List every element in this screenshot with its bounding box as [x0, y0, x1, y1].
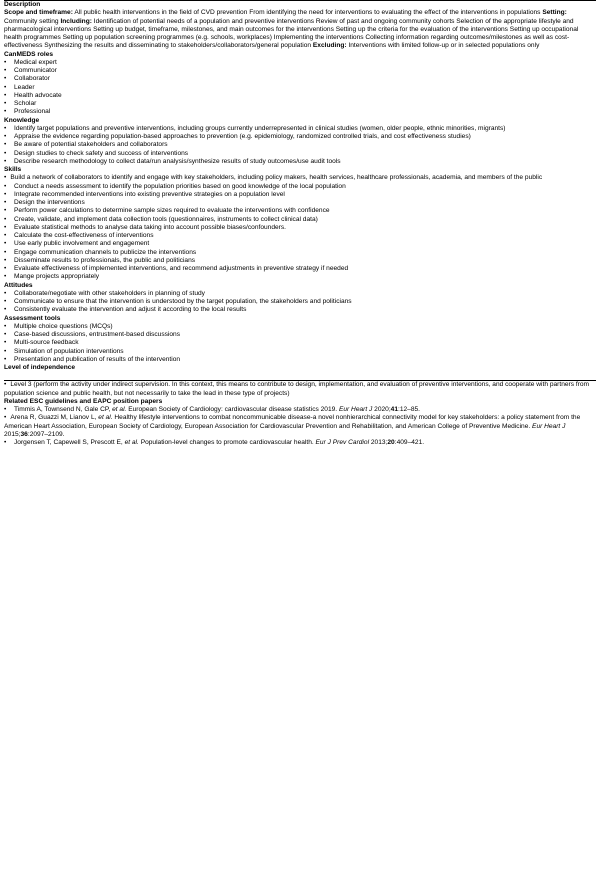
list-item: • Medical expert [4, 59, 596, 67]
reference-item [4, 414, 596, 439]
ref-pages: :2097–2109. [27, 430, 65, 438]
ref-title: European Society of Cardiology: cardiovascular disease statistics 2019. [126, 406, 339, 413]
knowledge-list [4, 125, 596, 166]
assessment-list [4, 323, 596, 364]
ref-pages: :409–421. [394, 439, 425, 446]
references-heading: Related ESC guidelines and EAPC position papers [4, 397, 163, 405]
skills-heading: Skills [4, 166, 22, 173]
ref-authors: Arena R, Guazzi M, Lianov L, [10, 414, 99, 422]
ref-volume: 41 [390, 406, 399, 413]
reference-item [4, 406, 596, 414]
setting-text: Community setting [4, 17, 61, 25]
list-item: • Case-based discussions, entrustment-based discussions [4, 331, 596, 339]
list-item: • Conduct a needs assessment to identify the population priorities based on good knowledge of the local population [4, 183, 596, 191]
list-item: • Evaluate effectiveness of implemented interventions, and recommend adjustments in preventive strategy if needed [4, 265, 596, 273]
list-item: • Create, validate, and implement data collection tools (questionnaires, instruments to collect clinical data) [4, 216, 596, 224]
ref-volume: 20 [387, 439, 395, 446]
assessment-heading: Assessment tools [4, 314, 61, 322]
list-item: • Appraise the evidence regarding population-based approaches to prevention (e.g. epidemiology, randomized controlled trials, and cost effectiveness studies) [4, 133, 596, 141]
description-heading: Description [4, 1, 41, 8]
ref-authors: Jorgensen T, Capewell S, Prescott E, [14, 439, 125, 446]
excluding-text: Interventions with limited follow-up or in selected populations only [346, 42, 540, 50]
list-item: • Simulation of population interventions [4, 348, 596, 356]
list-item: • Health advocate [4, 92, 596, 100]
list-item: • Describe research methodology to collect data/run analysis/synthesize results of study outcomes/use audit tools [4, 158, 596, 166]
list-item: • Mange projects appropriately [4, 273, 596, 281]
ref-title: Population-level changes to promote cardiovascular health. [138, 439, 316, 446]
ref-etal: et al. [98, 414, 113, 422]
including-label: Including: [60, 17, 92, 25]
independence-list [4, 381, 596, 398]
ref-year: 2013; [369, 439, 388, 446]
ref-journal: Eur Heart J [338, 406, 373, 413]
excluding-label: Excluding: [312, 42, 347, 50]
list-item: • Build a network of collaborators to identify and engage with key stakeholders, including policy makers, health services, healthcare professionals, academia, and members of the public [4, 174, 596, 182]
reference-item [4, 439, 596, 447]
scope-text: All public health interventions in the field of CVD prevention From identifying the need for interventions to evaluating the effect of the interventions in populations [72, 9, 543, 17]
attitudes-heading: Attitudes [4, 281, 33, 289]
canmeds-heading: CanMEDS roles [4, 50, 54, 58]
ref-year: 2020; [372, 406, 391, 413]
ref-title: Healthy lifestyle interventions to combat noncommunicable disease-a novel nonhierarchical connectivity model for key stakeholders: a policy statement from the American Heart Association, European Society of Cardiology, European Association for Cardiovascular Prevention and Rehabilitation, and American College of Preventive Medicine. [4, 414, 581, 430]
list-item: • Multiple choice questions (MCQs) [4, 323, 596, 331]
list-item: • Collaborate/negotiate with other stakeholders in planning of study [4, 290, 596, 298]
list-item: • Scholar [4, 100, 596, 108]
references-list [4, 406, 596, 447]
setting-label: Setting: [542, 9, 567, 17]
list-item: • Design the interventions [4, 199, 596, 207]
list-item: • Engage communication channels to publicize the interventions [4, 249, 596, 257]
ref-volume: 36 [20, 430, 28, 438]
list-item: • Identify target populations and preventive interventions, including groups currently underrepresented in clinical studies (women, older people, ethnic minorities, migrants) [4, 125, 596, 133]
scope-label: Scope and timeframe: [4, 9, 73, 17]
knowledge-heading: Knowledge [4, 116, 40, 124]
including-text: Identification of potential needs of a population and preventive interventions Review of past and ongoing community cohorts Selection of the appropriate lifestyle and pharmacological interventions Setting up budget, timeframe, milestones, and main outcomes for the interventions Setting up the criteria for the evaluation of the interventions Setting up occupational health programmes Setting up population screening programmes (e.g. schools, workplaces) Implementing the interventions Collecting information regarding outcomes/milestones as well as cost-effectiveness Synthesizing the results and disseminating to stakeholders/collaborators/general population [4, 17, 579, 50]
list-item: • Disseminate results to professionals, the public and politicians [4, 257, 596, 265]
description-paragraph [4, 9, 596, 50]
list-item: • Consistently evaluate the intervention and adjust it according to the local results [4, 306, 596, 314]
list-item: • Multi-source feedback [4, 339, 596, 347]
attitudes-list [4, 290, 596, 315]
list-item: • Calculate the cost-effectiveness of interventions [4, 232, 596, 240]
list-item: • Integrate recommended interventions into existing preventive strategies on a population level [4, 191, 596, 199]
list-item: • Use early public involvement and engagement [4, 240, 596, 248]
list-item: • Leader [4, 84, 596, 92]
list-item: • Be aware of potential stakeholders and collaborators [4, 141, 596, 149]
list-item: • Level 3 (perform the activity under indirect supervision. In this context, this means to contribute to design, implementation, and evaluation of preventive interventions, and cooperate with partners from population science and public health, but not necessarily to take the lead in these type of projects) [4, 381, 596, 398]
ref-authors: Timmis A, Townsend N, Gale CP, [14, 406, 113, 413]
ref-year: 2015; [4, 430, 21, 438]
canmeds-list [4, 59, 596, 117]
skills-list [4, 174, 596, 281]
independence-heading: Level of independence [4, 364, 76, 371]
list-item: • Perform power calculations to determine sample sizes required to evaluate the interventions with confidence [4, 207, 596, 215]
ref-pages: :12–85. [398, 406, 421, 413]
ref-etal: et al. [112, 406, 127, 413]
list-item: • Communicator [4, 67, 596, 75]
list-item: • Collaborator [4, 75, 596, 83]
document [4, 0, 596, 447]
ref-journal: Eur Heart J [532, 422, 566, 430]
list-item: • Presentation and publication of results of the intervention [4, 356, 596, 364]
ref-etal: et al. [124, 439, 139, 446]
list-item: • Evaluate statistical methods to analyse data taking into account possible biases/confounders. [4, 224, 596, 232]
list-item: • Communicate to ensure that the intervention is understood by the target population, the stakeholders and politicians [4, 298, 596, 306]
ref-journal: Eur J Prev Cardiol [315, 439, 370, 446]
spacer [4, 372, 596, 380]
list-item: • Design studies to check safety and success of interventions [4, 150, 596, 158]
list-item: • Professional [4, 108, 596, 116]
